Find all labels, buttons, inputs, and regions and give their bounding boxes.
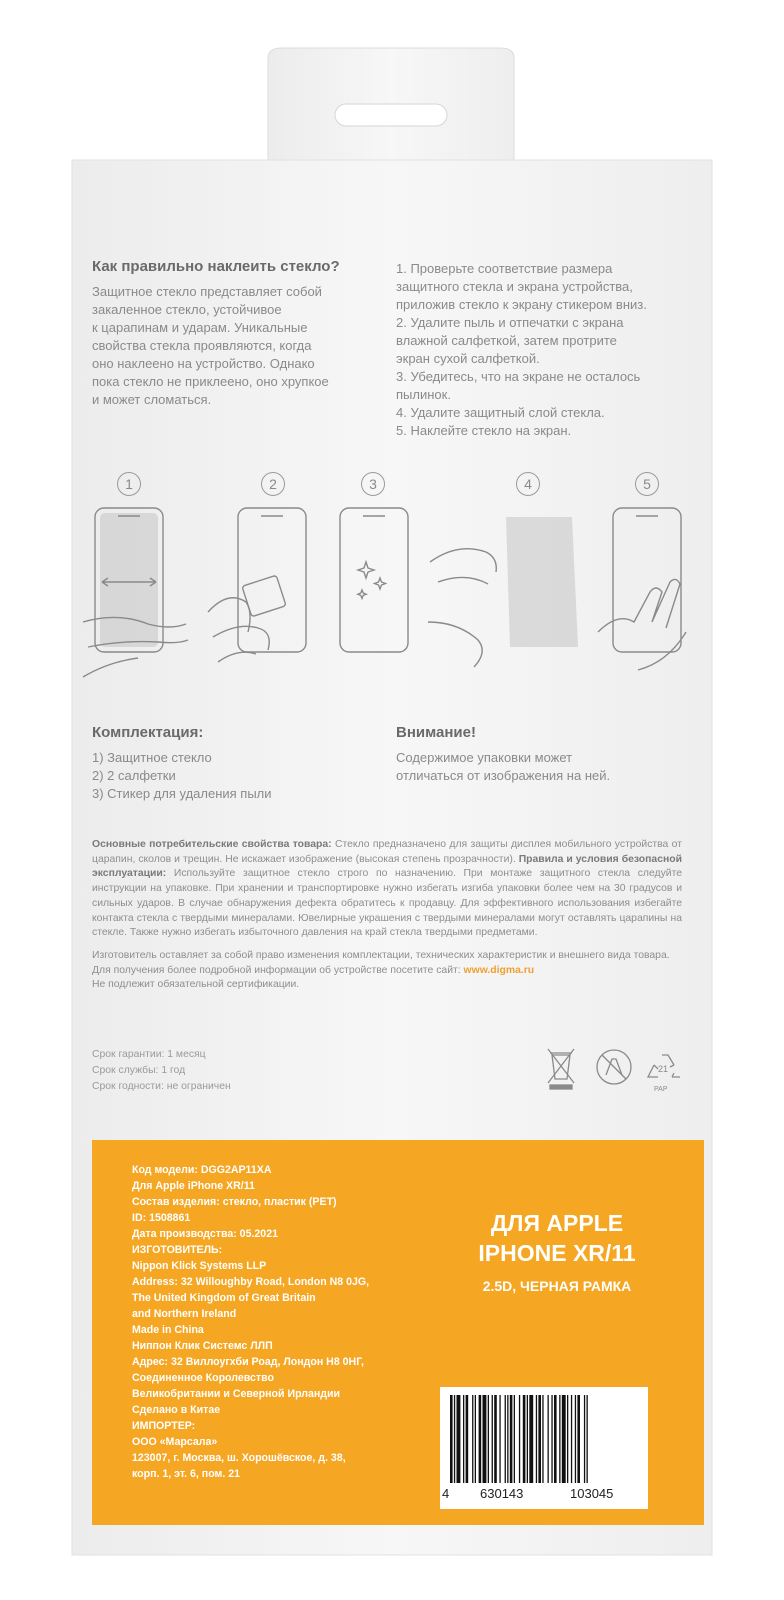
intro-line: оно наклеено на устройство. Однако (92, 356, 315, 371)
warning-line: Содержимое упаковки может (396, 750, 573, 765)
label-line: корп. 1, эт. 6, пом. 21 (132, 1468, 241, 1480)
maker-note: Изготовитель оставляет за собой право изменения комплектации, технических характеристик и внешнего вида товара. (92, 949, 670, 961)
label-line: Дата производства: 05.2021 (132, 1228, 278, 1240)
step-number-3: 3 (361, 472, 385, 496)
barcode-bar (488, 1395, 489, 1483)
barcode-bar (527, 1395, 528, 1483)
sparkle-icon (358, 562, 386, 598)
barcode-bar (510, 1395, 513, 1483)
no-food-contact-icon (597, 1050, 631, 1084)
barcode-bar (505, 1395, 506, 1483)
certification-icons (540, 1045, 700, 1095)
step-line: экран сухой салфеткой. (396, 351, 540, 366)
install-intro (92, 258, 372, 409)
barcode-bar (542, 1395, 543, 1483)
hand-icon (598, 579, 686, 670)
barcode-bar (472, 1395, 473, 1483)
brand-block (452, 1208, 662, 1294)
recycle-code: 21 (658, 1064, 669, 1074)
barcode (440, 1387, 648, 1509)
barcode-bar (523, 1395, 526, 1483)
label-line: Великобритании и Северной Ирландии (132, 1388, 341, 1400)
warning-line: отличаться от изображения на ней. (396, 768, 611, 783)
label-line: Для Apple iPhone XR/11 (132, 1180, 255, 1192)
barcode-bar (584, 1395, 585, 1483)
barcode-bars (440, 1387, 648, 1487)
barcode-bar (529, 1395, 533, 1483)
site-url[interactable]: www.digma.ru (463, 964, 535, 976)
barcode-bar (562, 1395, 566, 1483)
label-line: Made in China (132, 1324, 204, 1336)
step-number-5: 5 (635, 472, 659, 496)
barcode-bar (457, 1395, 461, 1483)
barcode-digit-group: 4 (442, 1486, 450, 1501)
label-line: Адрес: 32 Виллоугхби Роад, Лондон Н8 0НГ, (132, 1356, 364, 1368)
label-line: Код модели: DGG2AP11XA (132, 1164, 272, 1176)
barcode-bar (577, 1395, 580, 1483)
barcode-bar (514, 1395, 515, 1483)
warning-title: Внимание! (396, 724, 476, 741)
step-line: 1. Проверьте соответствие размера (396, 261, 613, 276)
kit-title: Комплектация: (92, 724, 204, 741)
label-line: Соединенное Королевство (132, 1372, 274, 1384)
rules-label: Правила и условия безопасной эксплуатации: (92, 853, 682, 880)
label-line: and Northern Ireland (132, 1308, 237, 1320)
barcode-bar (571, 1395, 572, 1483)
barcode-bar (463, 1395, 464, 1483)
kit-section (92, 724, 372, 803)
barcode-bar (499, 1395, 500, 1483)
warranty-info (92, 1047, 231, 1095)
barcode-bar (559, 1395, 560, 1483)
barcode-bar (551, 1395, 552, 1483)
barcode-bar (548, 1395, 549, 1483)
kit-item: 1) Защитное стекло (92, 750, 212, 765)
glass-icon (506, 517, 578, 647)
intro-line: свойства стекла проявляются, когда (92, 338, 312, 353)
barcode-bar (538, 1395, 541, 1483)
intro-line: Защитное стекло представляет собой (92, 284, 322, 299)
model-info (132, 1162, 369, 1482)
step-line: пылинок. (396, 387, 451, 402)
barcode-bar (450, 1395, 453, 1483)
intro-line: пока стекло не приклеено, оно хрупкое (92, 374, 329, 389)
label-line: ID: 1508861 (132, 1212, 191, 1224)
label-line: 123007, г. Москва, ш. Хорошёвское, д. 38, (132, 1452, 346, 1464)
intro-line: к царапинам и ударам. Уникальные (92, 320, 308, 335)
barcode-bar (483, 1395, 487, 1483)
kit-item: 3) Стикер для удаления пыли (92, 786, 272, 801)
install-intro-text (92, 283, 372, 409)
warranty-line: Срок гарантии: 1 месяц (92, 1049, 206, 1060)
barcode-bar (587, 1395, 588, 1483)
weee-bin-icon (548, 1049, 574, 1089)
brand-line-3: 2.5D, ЧЕРНАЯ РАМКА (482, 1278, 632, 1294)
barcode-bar (466, 1395, 469, 1483)
step-line: 4. Удалите защитный слой стекла. (396, 405, 605, 420)
barcode-bar (507, 1395, 508, 1483)
wipe-cloth-icon (242, 575, 286, 617)
intro-line: закаленное стекло, устойчивое (92, 302, 282, 317)
step-line: 5. Наклейте стекло на экран. (396, 423, 572, 438)
phone-outline-icon (613, 508, 681, 652)
barcode-bar (575, 1395, 576, 1483)
props-label: Основные потребительские свойства товара: (92, 839, 332, 850)
label-line: Сделано в Китае (132, 1404, 221, 1416)
hand-icon (428, 549, 496, 667)
cert-note: Не подлежит обязательной сертификации. (92, 979, 300, 991)
barcode-bar (492, 1395, 493, 1483)
step-line: приложив стекло к экрану стикером вниз. (396, 297, 647, 312)
rules-text: Используйте защитное стекло строго по назначению. При монтаже защитного стекла следуйте инструкции на упаковке. При хранении и транспортировке нужно избегать изгиба упаковки более чем на 30 градусов и сильных ударов. В случае обнаружения дефекта обратитесь к продавцу. Для эффективного использования избегайте контакта стекла с твердыми минералами. Ювелирные украшения с твердыми минералами могут оставлять царапины на стекле. Также нужно избегать избыточного давления на край стекла твердыми предметами. (92, 868, 682, 939)
brand-line-2: IPHONE XR/11 (478, 1240, 636, 1266)
barcode-bar (554, 1395, 557, 1483)
step-line: защитного стекла и экрана устройства, (396, 279, 633, 294)
phone-outline-icon (340, 508, 408, 652)
barcode-bar (494, 1395, 497, 1483)
label-line: ИМПОРТЕР: (132, 1420, 196, 1432)
barcode-bar (536, 1395, 537, 1483)
barcode-digit-group: 103045 (570, 1486, 614, 1501)
label-line: Address: 32 Willoughby Road, London N8 0JG, (132, 1276, 370, 1288)
warning-section (396, 724, 696, 785)
step-line: 2. Удалите пыль и отпечатки с экрана (396, 315, 624, 330)
installation-illustrations (78, 472, 718, 682)
recycle-label: PAP (654, 1086, 668, 1093)
label-line: Ниппон Клик Системс ЛЛП (132, 1340, 273, 1352)
label-line: ИЗГОТОВИТЕЛЬ: (132, 1244, 223, 1256)
step-number-2: 2 (261, 472, 285, 496)
kit-item: 2) 2 салфетки (92, 768, 176, 783)
step-number-4: 4 (516, 472, 540, 496)
step-line: влажной салфеткой, затем протрите (396, 333, 617, 348)
intro-line: и может сломаться. (92, 392, 212, 407)
brand-line-1: ДЛЯ APPLE (490, 1210, 624, 1236)
warranty-line: Срок годности: не ограничен (92, 1081, 231, 1092)
step-number-1: 1 (117, 472, 141, 496)
barcode-digit-group: 630143 (480, 1486, 524, 1501)
site-note: Для получения более подробной информации об устройстве посетите сайт: (92, 964, 464, 976)
legal-text (92, 838, 682, 993)
install-steps-text (396, 260, 696, 440)
step-line: 3. Убедитесь, что на экране не осталось (396, 369, 641, 384)
label-line: ООО «Марсала» (132, 1436, 218, 1448)
props-text: Стекло предназначено для защиты дисплея мобильного устройства от царапин, сколов и трещин. Не искажает изображение (высокая степень прозрачности). (92, 839, 682, 865)
barcode-bar (479, 1395, 482, 1483)
label-line: The United Kingdom of Great Britain (132, 1292, 316, 1304)
label-line: Состав изделия: стекло, пластик (PET) (132, 1196, 337, 1208)
steps-drawing (78, 472, 718, 682)
barcode-bar (567, 1395, 568, 1483)
install-title: Как правильно наклеить стекло? (92, 258, 340, 275)
label-line: Nippon Klick Systems LLP (132, 1260, 267, 1272)
warranty-line: Срок службы: 1 год (92, 1065, 186, 1076)
barcode-bar (454, 1395, 455, 1483)
barcode-bar (519, 1395, 520, 1483)
barcode-bar (475, 1395, 476, 1483)
product-label (92, 1140, 704, 1525)
